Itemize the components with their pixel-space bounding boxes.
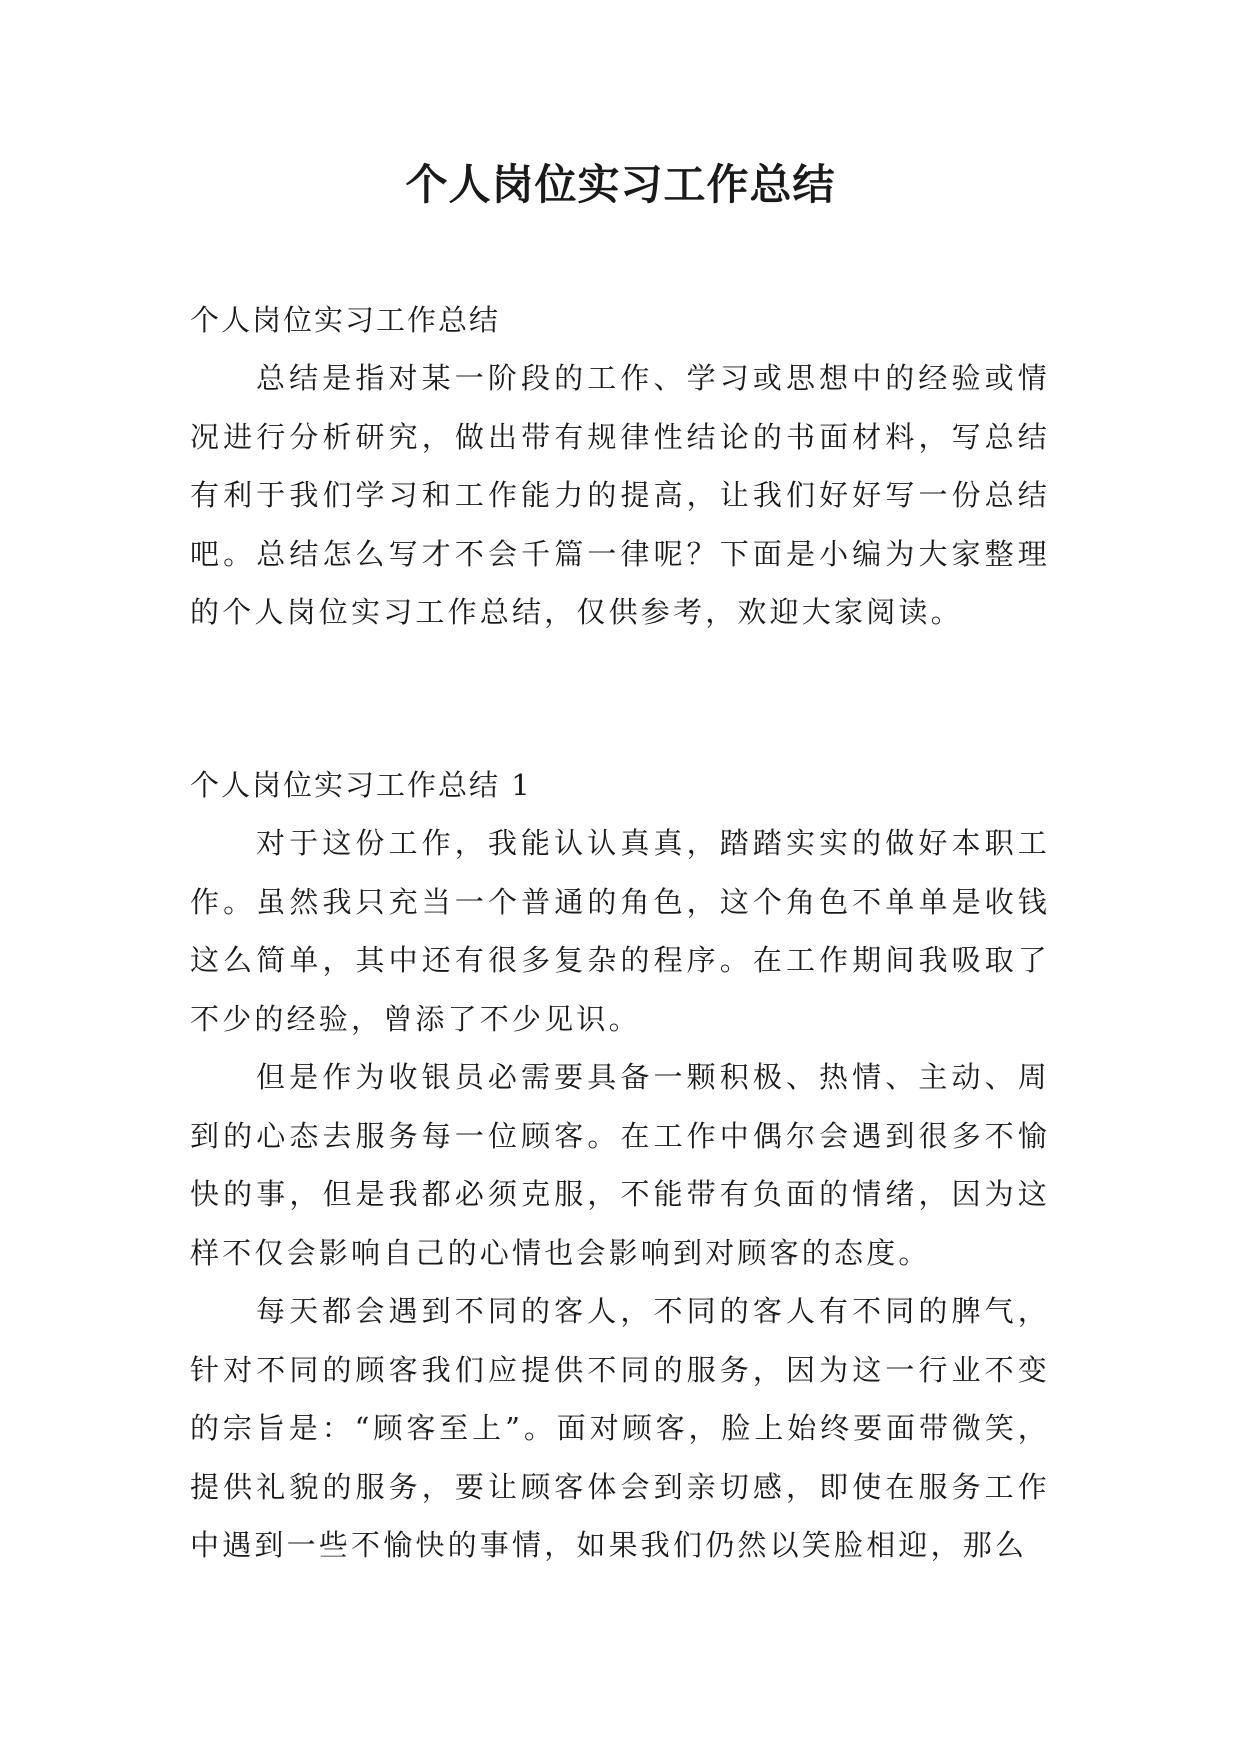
intro-heading: 个人岗位实习工作总结	[190, 303, 501, 337]
section-1-paragraph: 但是作为收银员必需要具备一颗积极、热情、主动、周到的心态去服务每一位顾客。在工作中偶尔会遇到很多不愉快的事，但是我都必须克服，不能带有负面的情绪，因为这样不仅会影响自己的心情也会影响到对顾客的态度。	[190, 1060, 1050, 1270]
section-1-heading: 个人岗位实习工作总结 1	[190, 768, 532, 802]
intro-section	[190, 291, 1050, 642]
section-1	[190, 756, 1050, 1575]
section-1-paragraph: 对于这份工作，我能认认真真，踏踏实实的做好本职工作。虽然我只充当一个普通的角色，这个角色不单单是收钱这么简单，其中还有很多复杂的程序。在工作期间我吸取了不少的经验，曾添了不少见识。	[190, 826, 1050, 1036]
section-1-paragraph: 每天都会遇到不同的客人，不同的客人有不同的脾气，针对不同的顾客我们应提供不同的服务，因为这一行业不变的宗旨是：“顾客至上”。面对顾客，脸上始终要面带微笑，提供礼貌的服务，要让顾客体会到亲切感，即使在服务工作中遇到一些不愉快的事情，如果我们仍然以笑脸相迎，那么	[190, 1294, 1050, 1562]
intro-paragraph: 总结是指对某一阶段的工作、学习或思想中的经验或情况进行分析研究，做出带有规律性结论的书面材料，写总结有利于我们学习和工作能力的提高，让我们好好写一份总结吧。总结怎么写才不会千篇一律呢？下面是小编为大家整理的个人岗位实习工作总结，仅供参考，欢迎大家阅读。	[190, 361, 1050, 629]
document-title: 个人岗位实习工作总结	[405, 160, 836, 209]
